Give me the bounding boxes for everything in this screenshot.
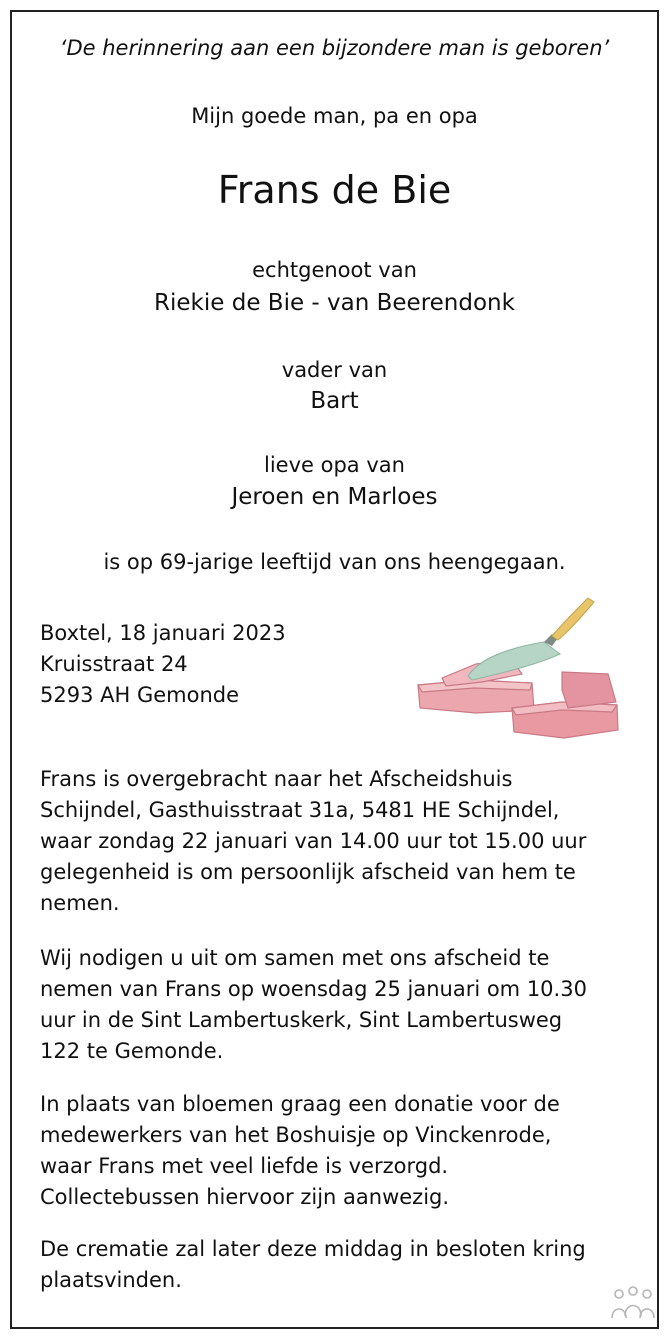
paragraph-ceremony — [40, 943, 640, 1067]
text-line: In plaats van bloemen graag een donatie voor de — [40, 1092, 560, 1116]
deceased-name: Frans de Bie — [217, 168, 452, 212]
text-line: nemen van Frans op woensdag 25 januari om 10.30 — [40, 977, 587, 1001]
address-block — [40, 618, 286, 711]
place-date: Boxtel, 18 januari 2023 — [40, 621, 286, 645]
relation-label-child: vader van — [281, 358, 388, 382]
relation-name-child: Bart — [310, 388, 359, 414]
text-line: uur in de Sint Lambertuskerk, Sint Lambertusweg — [40, 1008, 563, 1032]
relation-label-spouse: echtgenoot van — [252, 258, 417, 282]
text-line: waar zondag 22 januari van 14.00 uur tot 15.00 uur — [40, 829, 587, 853]
opening-quote: ‘De herinnering aan een bijzondere man is geboren’ — [59, 36, 610, 60]
family-group-icon — [607, 1284, 659, 1322]
postal-city: 5293 AH Gemonde — [40, 683, 240, 707]
paragraph-transfer — [40, 764, 640, 919]
text-line: Collectebussen hiervoor zijn aanwezig. — [40, 1185, 450, 1209]
relation-name-grandchildren: Jeroen en Marloes — [231, 484, 438, 510]
text-line: Wij nodigen u uit om samen met ons afscheid te — [40, 946, 550, 970]
relation-label-grandchildren: lieve opa van — [264, 453, 405, 477]
paragraph-donation — [40, 1089, 640, 1213]
text-line: Frans is overgebracht naar het Afscheidshuis — [40, 767, 513, 791]
text-line: medewerkers van het Boshuisje op Vinckenrode, — [40, 1123, 552, 1147]
age-line: is op 69-jarige leeftijd van ons heengegaan. — [103, 550, 566, 574]
text-line: Schijndel, Gasthuisstraat 31a, 5481 HE Schijndel, — [40, 798, 560, 822]
relation-name-spouse: Riekie de Bie - van Beerendonk — [154, 290, 515, 316]
street: Kruisstraat 24 — [40, 652, 188, 676]
text-line: nemen. — [40, 891, 120, 915]
text-line: 122 te Gemonde. — [40, 1039, 224, 1063]
text-line: waar Frans met veel liefde is verzorgd. — [40, 1154, 449, 1178]
paragraph-cremation — [40, 1234, 640, 1296]
text-line: De crematie zal later deze middag in besloten kring — [40, 1237, 586, 1261]
trowel-and-bricks-illustration — [412, 590, 622, 740]
text-line: plaatsvinden. — [40, 1268, 182, 1292]
intro-line: Mijn goede man, pa en opa — [191, 104, 478, 128]
text-line: gelegenheid is om persoonlijk afscheid van hem te — [40, 860, 576, 884]
